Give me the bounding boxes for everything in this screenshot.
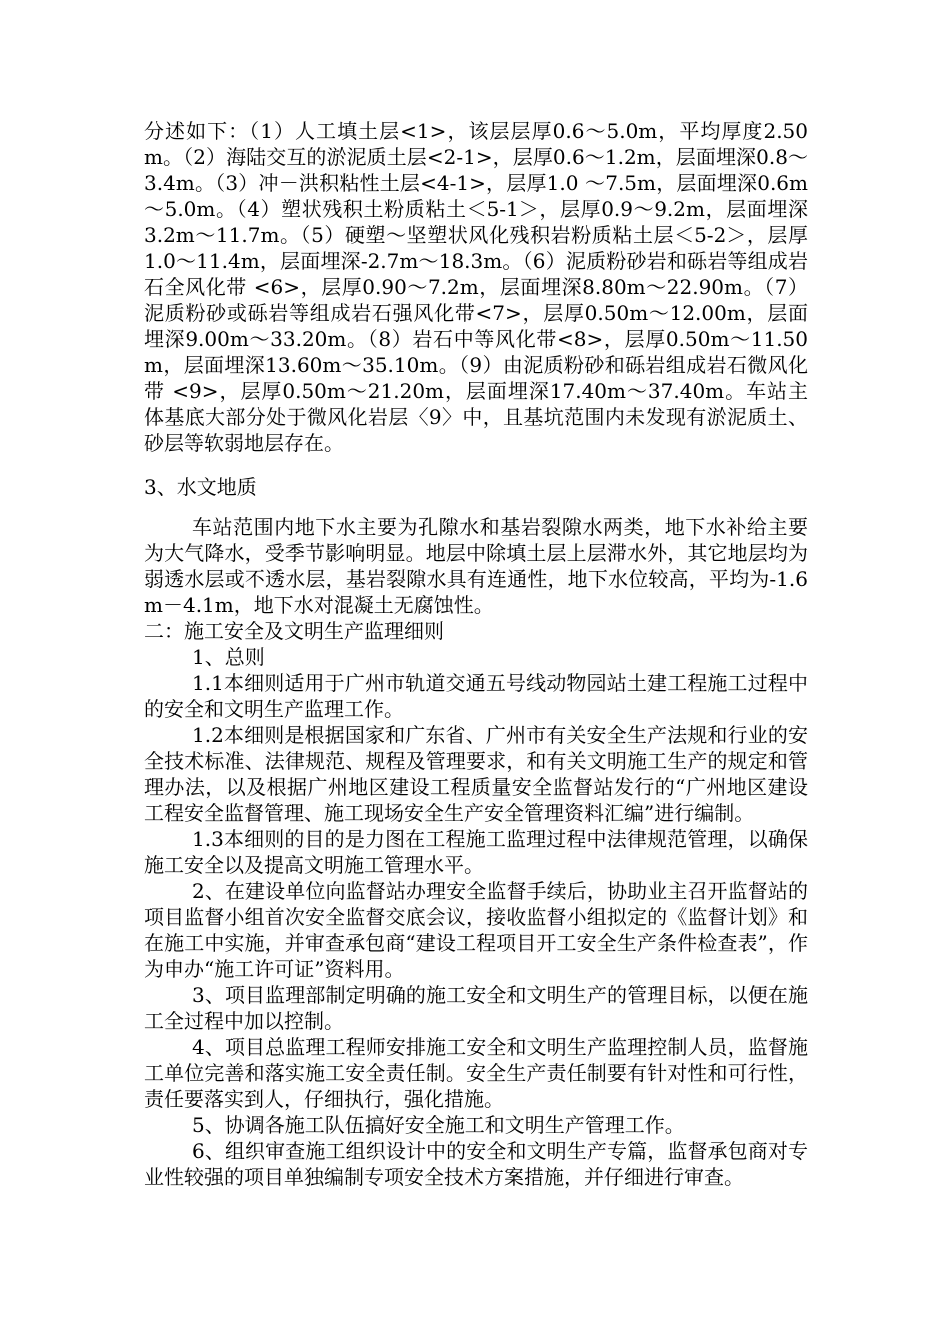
section-2-heading: 二：施工安全及文明生产监理细则 bbox=[144, 619, 444, 643]
hydrogeology-paragraph: 车站范围内地下水主要为孔隙水和基岩裂隙水两类，地下水补给主要为大气降水，受季节影响明显。地层中除填土层上层滞水外，其它地层均为弱透水层或不透水层，基岩裂隙水具有连通性，地下水位较高，平均为-1.6m－4.1m，地下水对混凝土无腐蚀性。 bbox=[144, 515, 808, 617]
general-heading: 1、总则 bbox=[192, 645, 265, 669]
clause-6: 6、组织审查施工组织设计中的安全和文明生产专篇，监督承包商对专业性较强的项目单独编制专项安全技术方案措施，并仔细进行审查。 bbox=[144, 1139, 808, 1189]
clause-1-1: 1.1本细则适用于广州市轨道交通五号线动物园站土建工程施工过程中的安全和文明生产监理工作。 bbox=[144, 671, 808, 721]
clause-3: 3、项目监理部制定明确的施工安全和文明生产的管理目标，以便在施工全过程中加以控制。 bbox=[144, 983, 808, 1033]
clause-2: 2、在建设单位向监督站办理安全监督手续后，协助业主召开监督站的项目监督小组首次安全监督交底会议，接收监督小组拟定的《监督计划》和在施工中实施，并审查承包商“建设工程项目开工安全生产条件检查表”，作为申办“施工许可证”资料用。 bbox=[144, 879, 808, 981]
section-3-heading: 3、水文地质 bbox=[144, 475, 257, 499]
clause-1-2: 1.2本细则是根据国家和广东省、广州市有关安全生产法规和行业的安全技术标准、法律规范、规程及管理要求，和有关文明施工生产的规定和管理办法，以及根据广州地区建设工程质量安全监督站发行的“广州地区建设工程安全监督管理、施工现场安全生产安全管理资料汇编”进行编制。 bbox=[144, 723, 808, 825]
clause-4: 4、项目总监理工程师安排施工安全和文明生产监理控制人员，监督施工单位完善和落实施工安全责任制。安全生产责任制要有针对性和可行性，责任要落实到人，仔细执行，强化措施。 bbox=[144, 1035, 808, 1111]
clause-1-3: 1.3本细则的目的是力图在工程施工监理过程中法律规范管理，以确保施工安全以及提高文明施工管理水平。 bbox=[144, 827, 808, 877]
clause-5: 5、协调各施工队伍搞好安全施工和文明生产管理工作。 bbox=[192, 1113, 685, 1137]
geology-paragraph: 分述如下：（1）人工填土层<1>，该层层厚0.6～5.0m，平均厚度2.50m。（2）海陆交互的淤泥质土层<2-1>，层厚0.6～1.2m，层面埋深0.8～3.4m。（3）冲－洪积粘性土层<4-1>，层厚1.0 ～7.5m，层面埋深0.6m～5.0m。（4）塑状残积土粉质粘土＜5-1＞，层厚0.9～9.2m，层面埋深3.2m～11.7m。（5）硬塑～坚塑状风化残积岩粉质粘土层＜5-2＞，层厚1.0～11.4m，层面埋深-2.7m～18.3m。（6）泥质粉砂岩和砾岩等组成岩石全风化带 <6>，层厚0.90～7.2m，层面埋深8.80m～22.90m。（7）泥质粉砂或砾岩等组成岩石强风化带<7>，层厚0.50m～12.00m，层面埋深9.00m～33.20m。（8）岩石中等风化带<8>，层厚0.50m～11.50m，层面埋深13.60m～35.10m。（9）由泥质粉砂和砾岩组成岩石微风化带 <9>，层厚0.50m～21.20m，层面埋深17.40m～37.40m。车站主体基底大部分处于微风化岩层〈9〉中，且基坑范围内未发现有淤泥质土、砂层等软弱地层存在。 bbox=[144, 119, 808, 455]
document-page bbox=[144, 118, 808, 1190]
